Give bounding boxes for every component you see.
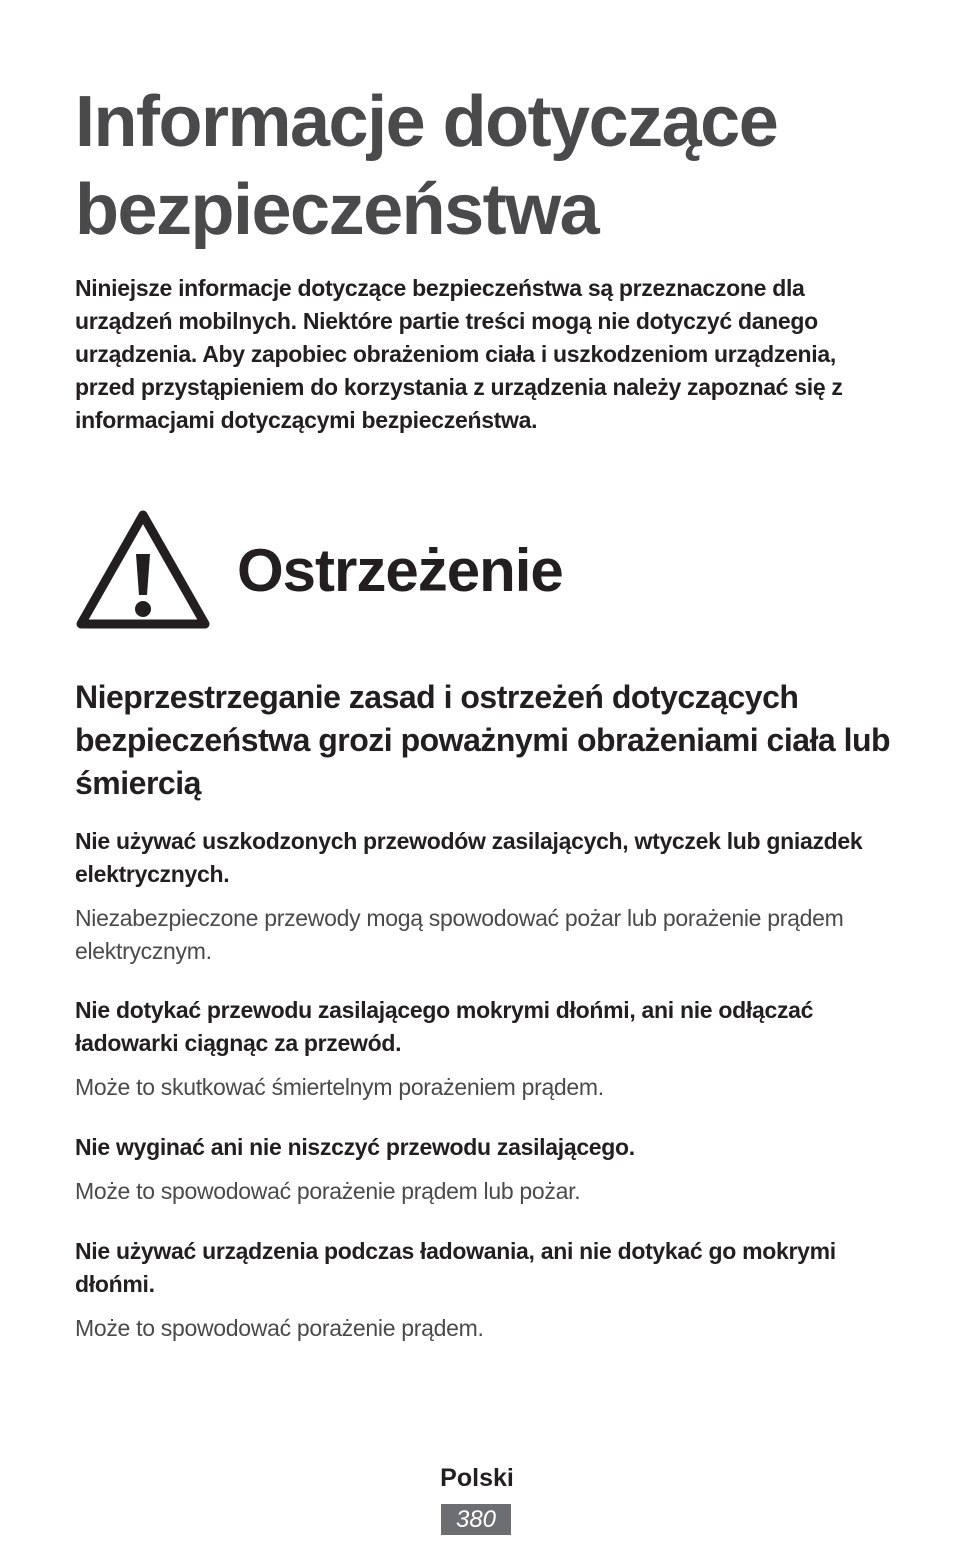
page-title-line2: bezpieczeństwa	[75, 170, 599, 250]
warning-header	[75, 505, 885, 635]
warning-item-description: Może to spowodować porażenie prądem.	[75, 1315, 484, 1341]
page-title-line1: Informacje dotyczące	[75, 82, 778, 162]
warning-title: Ostrzeżenie	[237, 537, 563, 604]
warning-item-title: Nie wyginać ani nie niszczyć przewodu zasilającego.	[75, 1134, 635, 1160]
warning-item-description: Niezabezpieczone przewody mogą spowodować pożar lub porażenie prądem elektrycznym.	[75, 905, 844, 964]
intro-paragraph: Niniejsze informacje dotyczące bezpieczeństwa są przeznaczone dla urządzeń mobilnych. Niektóre partie treści mogą nie dotyczyć danego urządzenia. Aby zapobiec obrażeniom ciała i uszkodzeniom urządzenia, przed przystąpieniem do korzystania z urządzenia należy zapoznać się z informacjami dotyczącymi bezpieczeństwa.	[75, 275, 843, 433]
footer-language: Polski	[440, 1464, 514, 1492]
warning-triangle-icon	[75, 507, 211, 631]
warning-item-title: Nie używać uszkodzonych przewodów zasilających, wtyczek lub gniazdek elektrycznych.	[75, 828, 863, 887]
warning-item-description: Może to spowodować porażenie prądem lub pożar.	[75, 1178, 581, 1204]
page-title	[75, 78, 777, 254]
warning-item-title: Nie używać urządzenia podczas ładowania, ani nie dotykać go mokrymi dłońmi.	[75, 1238, 836, 1297]
page-number-badge: 380	[441, 1504, 511, 1535]
warning-item-description: Może to skutkować śmiertelnym porażeniem prądem.	[75, 1074, 604, 1100]
warning-item-title: Nie dotykać przewodu zasilającego mokrymi dłońmi, ani nie odłączać ładowarki ciągnąc za przewód.	[75, 997, 814, 1056]
warning-subheading: Nieprzestrzeganie zasad i ostrzeżeń dotyczących bezpieczeństwa grozi poważnymi obrażeniami ciała lub śmiercią	[75, 679, 891, 801]
